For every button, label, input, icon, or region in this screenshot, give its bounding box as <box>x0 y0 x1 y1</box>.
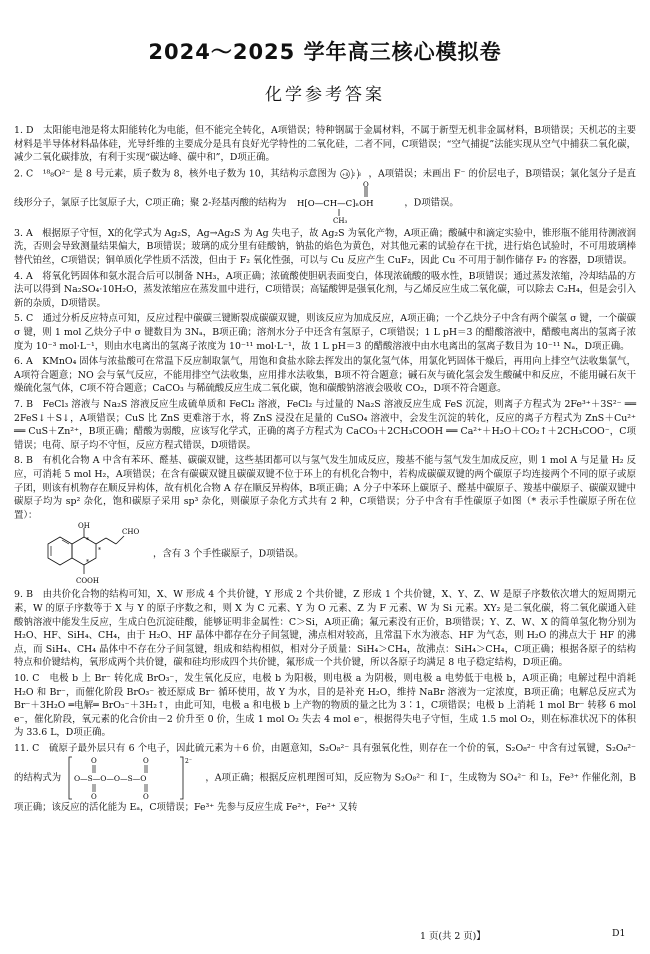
answer-5: 5. C 通过分析反应特点可知，反应过程中碳碳三键断裂成碳碳双键，则该反应为加成反应，A项正确；一个乙炔分子中含有两个碳氢 σ 键，一个碳碳 σ 键，则 1 mol 乙炔分子中 σ 键数目为 3Nₐ，B项正确；溶剂水分子中还含有氢原子，C项错误；1 L pH＝3 的醋酸溶液中，醋酸电离出的氢离子浓度为 10⁻³ mol·L⁻¹，则由水电离出的氢离子浓度为 10⁻¹¹ mol·L⁻¹，故 1 L pH＝3 的醋酸溶液中由水电离出的氢离子数目为 10⁻¹¹ Nₐ，D项正确。 <box>14 313 636 352</box>
svg-text:*: * <box>86 537 89 545</box>
svg-text:H[O—CH—C]ₙOH: H[O—CH—C]ₙOH <box>297 198 374 209</box>
svg-text:O: O <box>91 757 98 766</box>
svg-text:O: O <box>363 180 370 189</box>
answer-10: 10. C 电极 b 上 Br⁻ 转化成 BrO₃⁻，发生氧化反应，电极 b 为阳极，则电极 a 为阴极，则电极 a 电势低于电极 b，A项正确；电解过程中消耗 H₂O 和 Br⁻，而催化阶段 BrO₃⁻ 被还原成 Br⁻ 循环使用，故 Y 为水，目的是补充 H₂O，维持 NaBr 溶液为一定浓度，B项正确；电解总反应式为 Br⁻＋3H₂O ═电解═ BrO₃⁻＋3H₂↑，由此可知，电极 a 和电极 b 上产物的物质的量之比为 3∶1，C项错误；电极 b 上消耗 1 mol Br⁻ 转移 6 mol e⁻，催化阶段，氧元素的化合价由－2 价升至 0 价，生成 1 mol O₂ 失去 4 mol e⁻，根据得失电子守恒，生成 1.5 mol O₂，则在标准状况下的体积为 33.6 L，D项正确。 <box>14 672 636 739</box>
svg-text:O: O <box>143 793 150 802</box>
svg-text:COOH: COOH <box>76 577 99 586</box>
svg-text:OH: OH <box>78 522 90 531</box>
svg-text:O: O <box>91 793 98 802</box>
answer-11 <box>14 742 636 815</box>
answer-7: 7. B FeCl₃ 溶液与 Na₂S 溶液反应生成硫单质和 FeCl₂ 溶液，FeCl₂ 与过量的 Na₂S 溶液反应生成 FeS 沉淀，则离子方程式为 2Fe³⁺＋3S²⁻ ══ 2FeS↓＋S↓，A项错误；CuS 比 ZnS 更难溶于水，将 ZnS 浸没在足量的 CuSO₄ 溶液中，会发生沉淀的转化，反应的离子方程式为 ZnS＋Cu²⁺ ══ CuS＋Zn²⁺，B项正确；醋酸为弱酸，应该写化学式，正确的离子方程式为 CaCO₃＋2CH₃COOH ══ Ca²⁺＋H₂O＋CO₂↑＋2CH₃COO⁻，C项错误；电荷、原子均不守恒，反应方程式错误，D项错误。 <box>14 399 636 451</box>
answer-8-tail: ，含有 3 个手性碳原子，D项错误。 <box>152 548 304 560</box>
svg-text:*: * <box>86 559 89 567</box>
answer-2-part-c: ，D项错误。 <box>404 197 459 209</box>
svg-text:O—S—O—O—S—O: O—S—O—O—S—O <box>74 774 147 784</box>
answer-2 <box>14 167 636 225</box>
page-subtitle: 化学参考答案 <box>265 85 385 105</box>
svg-text:CH₃: CH₃ <box>333 216 348 225</box>
page-title: 2024～2025 学年高三核心模拟卷 <box>148 40 502 64</box>
svg-text:CHO: CHO <box>122 528 140 537</box>
svg-text:2: 2 <box>352 172 356 178</box>
svg-text:+8: +8 <box>342 172 349 178</box>
svg-text:O: O <box>143 757 150 766</box>
answer-body <box>14 124 636 817</box>
answer-9: 9. B 由共价化合物的结构可知，X、W 形成 4 个共价键，Y 形成 2 个共价键，Z 形成 1 个共价键，X、Y、Z、W 是原子序数依次增大的短周期元素，W 的原子序数等于 X 与 Y 的原子序数之和，则 X 为 C 元素、Y 为 O 元素、Z 为 F 元素、W 为 Si 元素。XY₂ 是二氧化碳，将二氧化碳通入硅酸钠溶液中能发生反应，生成白色沉淀硅酸，能够证明非金属性：C＞Si，A项正确；氟元素没有正价，B项错误；Y、Z、W、X 的简单氢化物分别为 H₂O、HF、SiH₄、CH₄，由于 H₂O、HF 晶体中都存在分子间氢键，沸点相对较高，且常温下水为液态、HF 为气态，则 H₂O 的沸点大于 HF 的沸点，而 SiH₄、CH₄ 晶体中不存在分子间氢键，组成和结构相似，相对分子质量：SiH₄＞CH₄，故沸点：SiH₄＞CH₄，C项正确；根据各原子的结构特点和价键结构，氧形成两个共价键，碳和硅均形成四个共价键，氟形成一个共价键，所以各原子均满足 8 电子稳定结构，D项正确。 <box>14 589 636 669</box>
page-number: 1 页(共 2 页)】 <box>420 931 486 942</box>
answer-11-part-a: 11. C 硫原子最外层只有 6 个电子，因此硫元素为＋6 价，由题意知，S₂O₈²⁻ 具有强氧化性，则存在一个价的氧，S₂O₈²⁻ 中含有过氧键，S₂O₈²⁻ 的结构式为 <box>14 742 636 784</box>
answer-6: 6. A KMnO₄ 固体与浓盐酸可在常温下反应制取氯气，用饱和食盐水除去挥发出的氯化氢气体，用氯化钙固体干燥后，再用向上排空气法收集氯气，A项符合题意；NO 会与氧气反应，不能用排空气法收集，应用排水法收集，B项不符合题意；碱石灰与硫化氢会发生酸碱中和反应，不能用碱石灰干燥硫化氢气体，C项不符合题意；CaCO₃ 与稀硫酸反应生成二氧化碳，饱和碳酸钠溶液会吸收 CO₂，D项不符合题意。 <box>14 356 637 395</box>
poly-lactic-acid-structure <box>295 181 395 225</box>
peroxodisulfate-structure <box>68 755 198 801</box>
chiral-molecule-structure <box>34 522 144 586</box>
answer-3: 3. A 根据原子守恒，X的化学式为 Ag₂S，Ag→Ag₂S 为 Ag 失电子，故 Ag₂S 为氧化产物，A项正确；酸碱中和滴定实验中，锥形瓶不能用待测液润洗，否则会导致测量结果偏大，B项错误；玻璃的成分里有硅酸钠，钠盐的焰色为黄色，对其他元素的试验存在干扰，进行焰色试验时，不可用玻璃棒替代铂丝，C项错误；铜单质化学性质不活泼，但由于 F₂ 氧化性强，可以与 Cu 反应产生 CuF₂，因此 Cu 不可用于制作储存 F₂ 的容器，D项错误。 <box>14 227 636 267</box>
answer-2-part-b: ，A项错误；未画出 F⁻ 的价层电子，B项错误；氯化氢分子是直线形分子，氯原子比氢原子大，C项正确；聚 2-羟基丙酸的结构为 <box>14 168 637 209</box>
svg-text:2⁻: 2⁻ <box>185 758 193 766</box>
answer-4: 4. A 将氧化钙固体和氨水混合后可以制备 NH₃，A项正确；浓硫酸使胆矾表面变白，体现浓硫酸的吸水性，B项错误；通过蒸发浓缩，冷却结晶的方法可以得到 Na₂SO₄·10H₂O，蒸发浓缩应在蒸发皿中进行，C项错误；高锰酸钾是强氧化剂，与乙烯反应生成二氧化碳，可以除去 C₂H₄，但是会引入新的杂质，D项错误。 <box>14 270 636 309</box>
answer-8-text: 8. B 有机化合物 A 中含有苯环、醛基、碳碳双键，这些基团都可以与氢气发生加成反应，羧基不能与氢气发生加成反应，则 1 mol A 与足量 H₂ 反应，可消耗 5 mol H₂，A项错误；在含有碳碳双键且碳碳双键不位于环上的有机化合物中，若构成碳碳双键的两个碳原子均连接两个不同的原子或原子团，则该有机物存在顺反异构体，故有机化合物 A 存在顺反异构体，B项正确；A 分子中苯环上碳原子、醛基中碳原子、羧基中碳原子、碳碳双键中碳原子均为 sp² 杂化，饱和碳原子采用 sp³ 杂化，则碳原子杂化方式共有 2 种，C项错误；分子中含有手性碳原子如图（* 表示手性碳原子所在位置）： <box>14 455 636 521</box>
answer-2-part-a: 2. C ¹⁸₈O²⁻ 是 8 号元素，质子数为 8，核外电子数为 10，其结构示意图为 <box>14 168 337 180</box>
version-code: D1 <box>612 928 626 939</box>
answer-8 <box>14 454 636 586</box>
answer-1: 1. D 太阳能电池是将太阳能转化为电能，但不能完全转化，A项错误；特种钢属于金属材料，不属于新型无机非金属材料，B项错误；天机芯的主要材料是半导体材料晶体硅，光导纤维的主要成分是具有良好光学特性的二氧化硅，二者不同，C项错误；“空气捕捉”法能实现从空气中捕获二氧化碳，减少二氧化碳排放，有利于实现“碳达峰、碳中和”，D项正确。 <box>14 125 636 164</box>
answer-11-part-b: ，A项正确；根据反应机理图可知，反应物为 S₂O₈²⁻ 和 I⁻，生成物为 SO₄²⁻ 和 I₂，Fe³⁺ 作催化剂，B项正确；该反应的活化能为 Eₐ，C项错误；Fe³⁺ 先参与反应生成 Fe²⁺，Fe²⁺ 又转 <box>14 772 636 814</box>
svg-text:8: 8 <box>358 172 362 178</box>
svg-text:*: * <box>98 547 101 555</box>
oxygen-ion-structure-diagram <box>339 167 365 181</box>
